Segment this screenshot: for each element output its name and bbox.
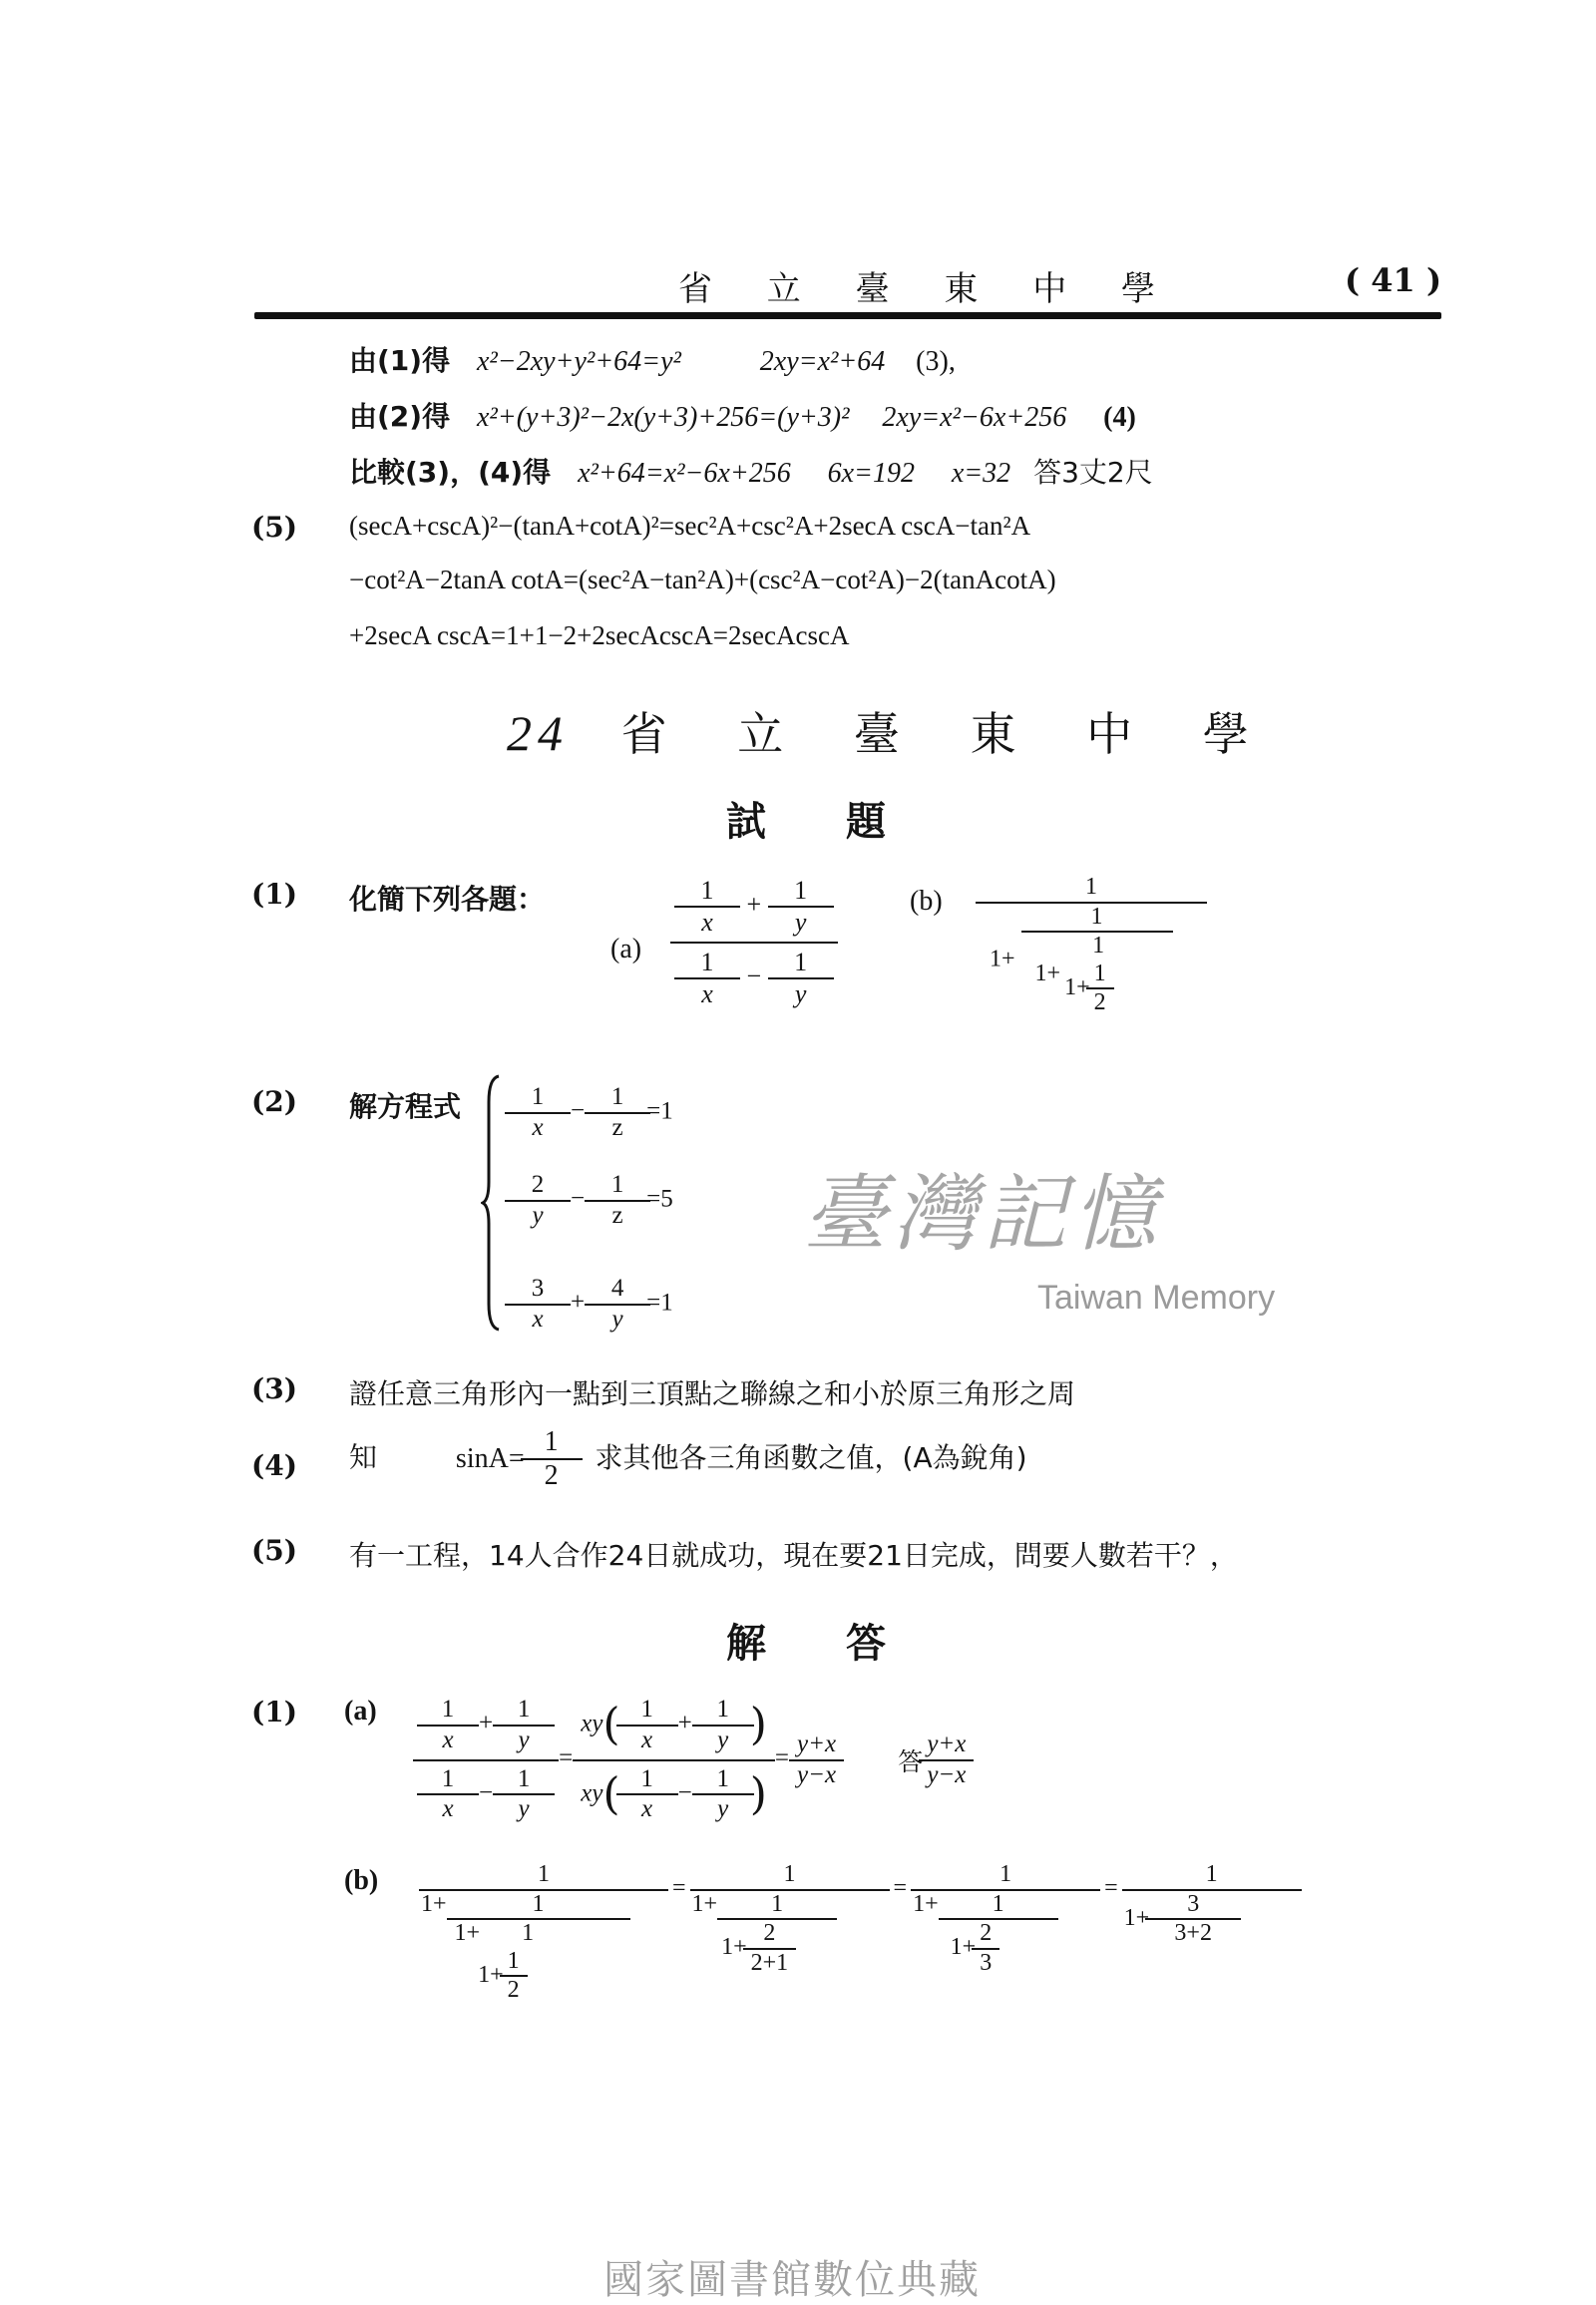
continuation-line-2 [349, 395, 1136, 435]
fraction [525, 1426, 579, 1492]
denominator: x [674, 906, 740, 938]
q2-label: (2) [251, 1085, 297, 1118]
denominator: y [692, 1793, 754, 1824]
whole-part: 1+ [691, 1890, 718, 1917]
operator: − [479, 1778, 494, 1806]
line-lead: 比較(3)，(4)得 [349, 456, 552, 489]
running-header: 省 立 臺 東 中 學 [678, 269, 1178, 309]
equation-tag: (4) [1103, 402, 1136, 433]
denominator: x [417, 1793, 479, 1824]
equation-tag: (3), [916, 346, 956, 377]
equation: 6x=192 [827, 458, 915, 489]
whole-part: 1+ [1123, 1904, 1150, 1931]
q1a-fraction [674, 876, 834, 1009]
continuation-line-1 [349, 339, 956, 379]
denominator: 3 [972, 1948, 999, 1978]
numerator: 1 [716, 1696, 729, 1723]
numerator: y+x [927, 1729, 967, 1757]
factor: xy [581, 1778, 603, 1806]
operator: + [677, 1710, 692, 1737]
numerator: 1 [794, 947, 808, 976]
q5-text: 有一工程，14人合作24日就成功，現在要21日完成，問要人數若干？， [349, 1539, 1238, 1572]
numerator: 2 [531, 1171, 545, 1198]
numerator: 1 [610, 1171, 624, 1198]
numerator: 1 [700, 876, 714, 905]
numerator: 1 [531, 1083, 545, 1110]
a1b-label: (b) [344, 1865, 379, 1896]
equals: = [774, 1744, 789, 1772]
numerator: 1 [610, 1083, 624, 1110]
q2-equation-1 [509, 1083, 673, 1143]
denominator: x [616, 1725, 678, 1755]
denominator: z [585, 1200, 650, 1231]
numerator: 1 [507, 1947, 520, 1974]
section-school: 省 立 臺 東 中 學 [620, 707, 1277, 761]
answer-prefix: 答 [898, 1746, 924, 1776]
footer-archive-label: 國家圖書館數位典藏 [603, 2257, 981, 2303]
whole-part: 1+ [990, 946, 1015, 972]
answers-heading: 解 答 [726, 1621, 886, 1667]
numerator: 4 [610, 1275, 624, 1302]
whole-part: 1+ [1064, 973, 1090, 1000]
denominator: y−x [789, 1759, 844, 1790]
equation: x²+(y+3)²−2x(y+3)+256=(y+3)² [476, 402, 850, 433]
operator: − [677, 1778, 692, 1806]
rhs: =5 [646, 1185, 673, 1213]
page-number: ( 41 ) [1345, 261, 1442, 299]
section-number: 24 [507, 705, 569, 761]
q1-label: (1) [251, 878, 297, 911]
a1b-derivation [419, 1861, 1302, 2005]
operator: + [479, 1710, 494, 1737]
prev-q5-line-2: −cot²A−2tanA cotA=(sec²A−tan²A)+(csc²A−cot²A)−2(tanAcotA) [349, 565, 1056, 594]
equation: x=32 [951, 458, 1011, 489]
numerator: 1 [640, 1696, 653, 1723]
denominator: z [585, 1112, 650, 1143]
operator: − [571, 1185, 586, 1213]
a1a-label: (a) [344, 1696, 377, 1727]
numerator: 1 [517, 1696, 531, 1723]
whole-part: 1+ [721, 1934, 747, 1961]
numerator: 3 [1187, 1890, 1200, 1917]
numerator: 1 [1085, 874, 1097, 900]
prev-q5-line-3: +2secA cscA=1+1−2+2secAcscA=2secAcscA [349, 620, 850, 650]
numerator: 1 [441, 1764, 455, 1792]
brace-icon [481, 1072, 503, 1334]
q2-text: 解方程式 [349, 1090, 462, 1123]
numerator: 1 [1092, 933, 1105, 960]
q1a-label: (a) [610, 934, 642, 964]
numerator: 1 [999, 1861, 1012, 1887]
operator: − [571, 1097, 586, 1125]
equals: = [672, 1875, 686, 1901]
denominator: y [585, 1304, 650, 1335]
equals: = [559, 1744, 574, 1772]
numerator: 1 [794, 876, 808, 905]
factor: xy [581, 1710, 603, 1737]
q2-equation-3 [509, 1275, 673, 1335]
denominator: x [505, 1112, 571, 1143]
rhs: =1 [646, 1097, 673, 1125]
denominator: 2+1 [743, 1948, 797, 1978]
numerator: 1 [783, 1861, 796, 1887]
denominator: 2 [521, 1458, 583, 1492]
a1-label: (1) [251, 1696, 297, 1729]
numerator: 1 [992, 1890, 1004, 1917]
numerator: 2 [980, 1920, 993, 1947]
operator: + [746, 889, 762, 919]
denominator: x [505, 1304, 571, 1335]
numerator: 1 [700, 947, 714, 976]
numerator: 1 [544, 1426, 559, 1457]
numerator: 1 [1090, 903, 1103, 930]
denominator: y [768, 906, 834, 938]
denominator: 2 [1086, 987, 1114, 1017]
final-answer [923, 1730, 970, 1790]
prev-q5-label: (5) [251, 511, 297, 544]
numerator: 1 [1205, 1861, 1218, 1887]
whole-part: 1+ [950, 1934, 977, 1961]
q3-label: (3) [251, 1372, 297, 1405]
section-title [507, 698, 1277, 764]
q4-expression: sinA= [455, 1442, 525, 1474]
denominator: y [493, 1725, 555, 1755]
numerator: 2 [763, 1920, 776, 1947]
a1a-derivation: $\frac{1}{x}$ + $\frac{1}{y}$ $\frac{1}{x}$ − $\frac{1}{y}$ = xy( $\frac{1}{x}$ + $\frac{1}{y}$ ) xy( $\frac{1}{x}$ − $\frac{1}{y}$ ) = $\frac{y+x}{y-x}$ 答 $\frac{y+x}{y-x}$ [417, 1696, 970, 1824]
equation: 2xy=x²−6x+256 [882, 402, 1067, 433]
q1-text: 化簡下列各題： [349, 883, 546, 916]
q2-equation-2 [509, 1171, 673, 1231]
whole-part: 1+ [478, 1961, 504, 1988]
numerator: 1 [771, 1890, 784, 1917]
q4-text: 求其他各三角函數之值，(A為銳角) [595, 1440, 1027, 1474]
line-lead: 由(1)得 [349, 344, 451, 377]
watermark-logo: 臺灣記憶 [803, 1165, 1163, 1263]
continuation-line-3 [349, 451, 1153, 491]
denominator: y [505, 1200, 571, 1231]
operator: + [571, 1289, 586, 1317]
equals: = [893, 1875, 908, 1901]
questions-heading: 試 題 [726, 799, 886, 845]
q1b-label: (b) [910, 886, 943, 917]
numerator: y+x [796, 1729, 837, 1757]
whole-part: 1+ [913, 1890, 939, 1917]
denominator: y [493, 1793, 555, 1824]
whole-part: 1+ [1034, 960, 1061, 987]
denominator: x [616, 1793, 678, 1824]
header-rule [254, 312, 1441, 319]
line-lead: 由(2)得 [349, 400, 451, 433]
denominator: y [768, 977, 834, 1009]
denominator: y−x [919, 1759, 974, 1790]
rhs: =1 [646, 1289, 673, 1317]
whole-part: 1+ [454, 1920, 481, 1947]
q4-lead: 知 [349, 1440, 378, 1474]
equals: = [1104, 1875, 1118, 1901]
numerator: 1 [1093, 960, 1106, 986]
numerator: 1 [441, 1696, 455, 1723]
denominator: y [692, 1725, 754, 1755]
answer: 答3丈2尺 [1033, 456, 1153, 489]
denominator: 2 [500, 1975, 528, 2005]
equation: 2xy=x²+64 [759, 346, 886, 377]
q4-label: (4) [251, 1449, 297, 1482]
q3-text: 證任意三角形內一點到三頂點之聯線之和小於原三角形之周 [349, 1377, 1076, 1410]
equation: x²−2xy+y²+64=y² [476, 346, 681, 377]
numerator: 1 [517, 1764, 531, 1792]
numerator: 3 [531, 1275, 545, 1302]
q4-row [349, 1426, 1027, 1492]
numerator: 1 [532, 1890, 545, 1917]
prev-q5-line-1: (secA+cscA)²−(tanA+cotA)²=sec²A+csc²A+2secA cscA−tan²A [349, 511, 1031, 541]
whole-part: 1+ [421, 1890, 447, 1917]
numerator: 1 [640, 1764, 653, 1792]
operator: − [746, 960, 762, 990]
numerator: 1 [538, 1861, 550, 1887]
denominator: x [417, 1725, 479, 1755]
watermark-caption: Taiwan Memory [1037, 1279, 1276, 1317]
denominator: x [674, 977, 740, 1009]
numerator: 1 [522, 1920, 535, 1947]
system-brace [481, 1072, 503, 1334]
denominator: 3+2 [1145, 1918, 1241, 1948]
q1b-continued-fraction [976, 874, 1207, 1017]
numerator: 1 [716, 1764, 729, 1792]
q5-label: (5) [251, 1534, 297, 1567]
equation: x²+64=x²−6x+256 [578, 458, 791, 489]
